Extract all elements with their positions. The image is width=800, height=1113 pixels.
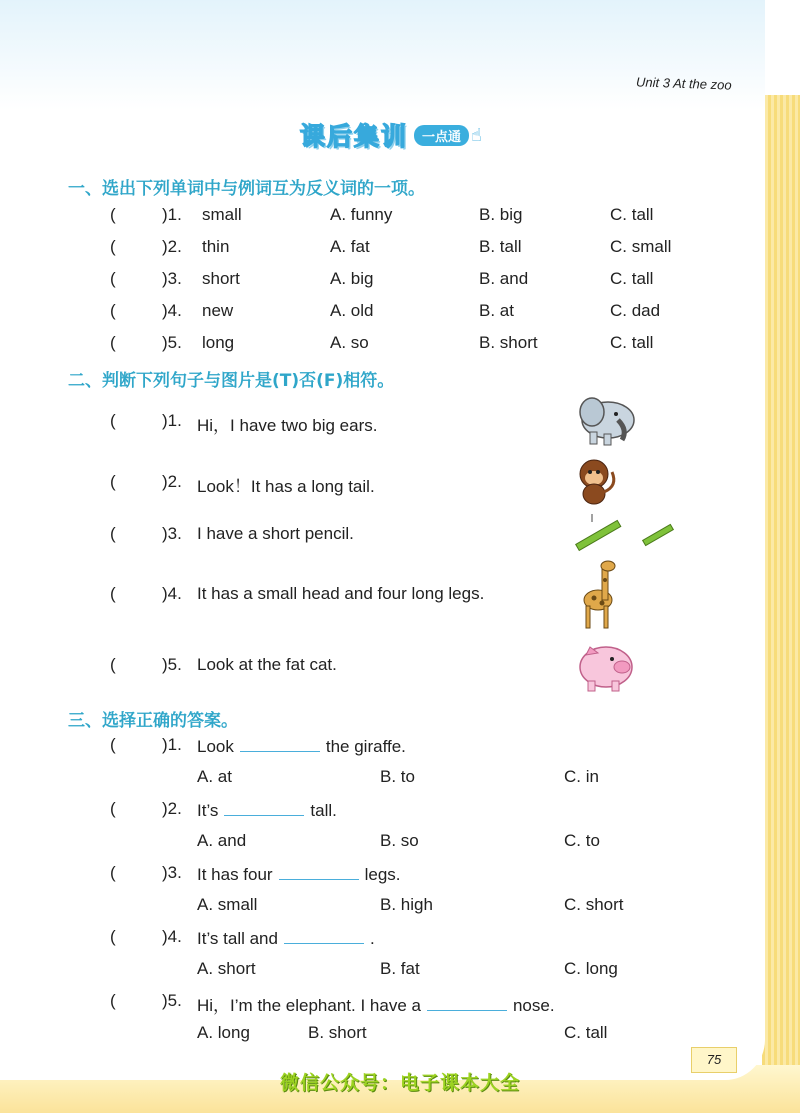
question-before: It’s tall and (197, 929, 278, 948)
section2-title: 二、判断下列句子与图片是(T)否(F)相符。 (68, 371, 395, 391)
option-b: B. short (308, 1023, 367, 1042)
question-after: . (369, 929, 375, 948)
option-b: B. big (479, 205, 523, 224)
pencils-icon (572, 512, 682, 554)
question-number: )4. (162, 927, 182, 946)
page-edge-decoration (762, 95, 800, 1113)
option-a: A. and (197, 831, 247, 850)
section3-title: 三、选择正确的答案。 (68, 711, 238, 731)
option-c: C. in (564, 767, 599, 786)
unit-header: Unit 3 At the zoo (635, 74, 732, 93)
answer-paren: ( (110, 991, 116, 1010)
option-b: B. tall (479, 237, 522, 256)
question-number: )2. (162, 472, 182, 491)
option-b: B. short (479, 333, 538, 352)
option-a: A. at (197, 767, 232, 786)
sentence: Look at the fat cat. (197, 655, 337, 674)
answer-blank[interactable] (240, 735, 320, 752)
question-number: )2. (162, 799, 182, 818)
question-number: )1. (162, 735, 182, 754)
option-c: C. to (564, 831, 600, 850)
answer-paren: ( (110, 237, 116, 256)
option-a: A. long (197, 1023, 250, 1042)
page-number: 75 (691, 1047, 737, 1073)
question-text (197, 927, 375, 949)
option-c: C. small (610, 237, 672, 256)
answer-paren: ( (110, 735, 116, 754)
question-number: )5. (162, 991, 182, 1010)
giraffe-icon (572, 558, 618, 630)
question-after: the giraffe. (325, 737, 406, 756)
question-number: )5. (162, 333, 182, 352)
option-c: C. long (564, 959, 618, 978)
example-word: long (202, 333, 235, 352)
answer-blank[interactable] (427, 994, 507, 1011)
option-a: A. funny (330, 205, 393, 224)
example-word: thin (202, 237, 230, 256)
question-after: nose. (512, 996, 555, 1015)
banner-title: 课后集训 (300, 122, 409, 151)
answer-paren: ( (110, 655, 116, 674)
question-number: )3. (162, 524, 182, 543)
question-after: tall. (310, 801, 337, 820)
option-a: A. small (197, 895, 258, 914)
answer-paren: ( (110, 205, 116, 224)
answer-blank[interactable] (279, 863, 359, 880)
answer-paren: ( (110, 269, 116, 288)
example-word: short (202, 269, 240, 288)
question-number: )3. (162, 269, 182, 288)
option-a: A. old (330, 301, 374, 320)
question-number: )4. (162, 301, 182, 320)
sentence: Look！It has a long tail. (197, 477, 375, 496)
example-word: small (202, 205, 242, 224)
option-a: A. so (330, 333, 369, 352)
answer-paren: ( (110, 472, 116, 491)
answer-paren: ( (110, 524, 116, 543)
option-b: B. and (479, 269, 529, 288)
answer-paren: ( (110, 301, 116, 320)
question-number: )3. (162, 863, 182, 882)
question-number: )5. (162, 655, 182, 674)
question-text (197, 863, 401, 885)
sentence: I have a short pencil. (197, 524, 354, 543)
option-c: C. tall (610, 205, 654, 224)
option-b: B. to (380, 767, 415, 786)
question-text (197, 735, 406, 757)
question-number: )4. (162, 584, 182, 603)
option-b: B. fat (380, 959, 420, 978)
answer-blank[interactable] (224, 799, 304, 816)
question-number: )1. (162, 205, 182, 224)
option-c: C. short (564, 895, 624, 914)
question-before: Look (197, 737, 234, 756)
section1-title: 一、选出下列单词中与例词互为反义词的一项。 (68, 179, 425, 199)
question-number: )1. (162, 411, 182, 430)
banner-subtitle: 一点通 (414, 125, 469, 146)
option-c: C. dad (610, 301, 661, 320)
option-b: B. high (380, 895, 433, 914)
pig-icon (572, 637, 638, 695)
answer-paren: ( (110, 333, 116, 352)
question-text (197, 991, 555, 1016)
elephant-icon (572, 390, 644, 448)
question-before: It has four (197, 865, 273, 884)
question-after: legs. (364, 865, 401, 884)
question-text (197, 799, 337, 821)
answer-paren: ( (110, 863, 116, 882)
option-a: A. fat (330, 237, 370, 256)
option-a: A. short (197, 959, 256, 978)
option-c: C. tall (564, 1023, 608, 1042)
option-a: A. big (330, 269, 374, 288)
question-before: It’s (197, 801, 219, 820)
question-before: Hi，I’m the elephant. I have a (197, 996, 421, 1015)
sentence: Hi，I have two big ears. (197, 416, 378, 435)
option-c: C. tall (610, 333, 654, 352)
monkey-icon (572, 456, 622, 506)
page-header-gradient (0, 0, 765, 110)
example-word: new (202, 301, 234, 320)
answer-paren: ( (110, 799, 116, 818)
option-b: B. so (380, 831, 419, 850)
watermark: 微信公众号：电子课本大全 (279, 1072, 520, 1094)
question-number: )2. (162, 237, 182, 256)
option-b: B. at (479, 301, 514, 320)
answer-blank[interactable] (284, 927, 364, 944)
section-banner (300, 118, 482, 152)
answer-paren: ( (110, 584, 116, 603)
answer-paren: ( (110, 411, 116, 430)
sentence: It has a small head and four long legs. (197, 584, 485, 603)
tap-hand-icon: ☝ (471, 124, 482, 146)
answer-paren: ( (110, 927, 116, 946)
option-c: C. tall (610, 269, 654, 288)
